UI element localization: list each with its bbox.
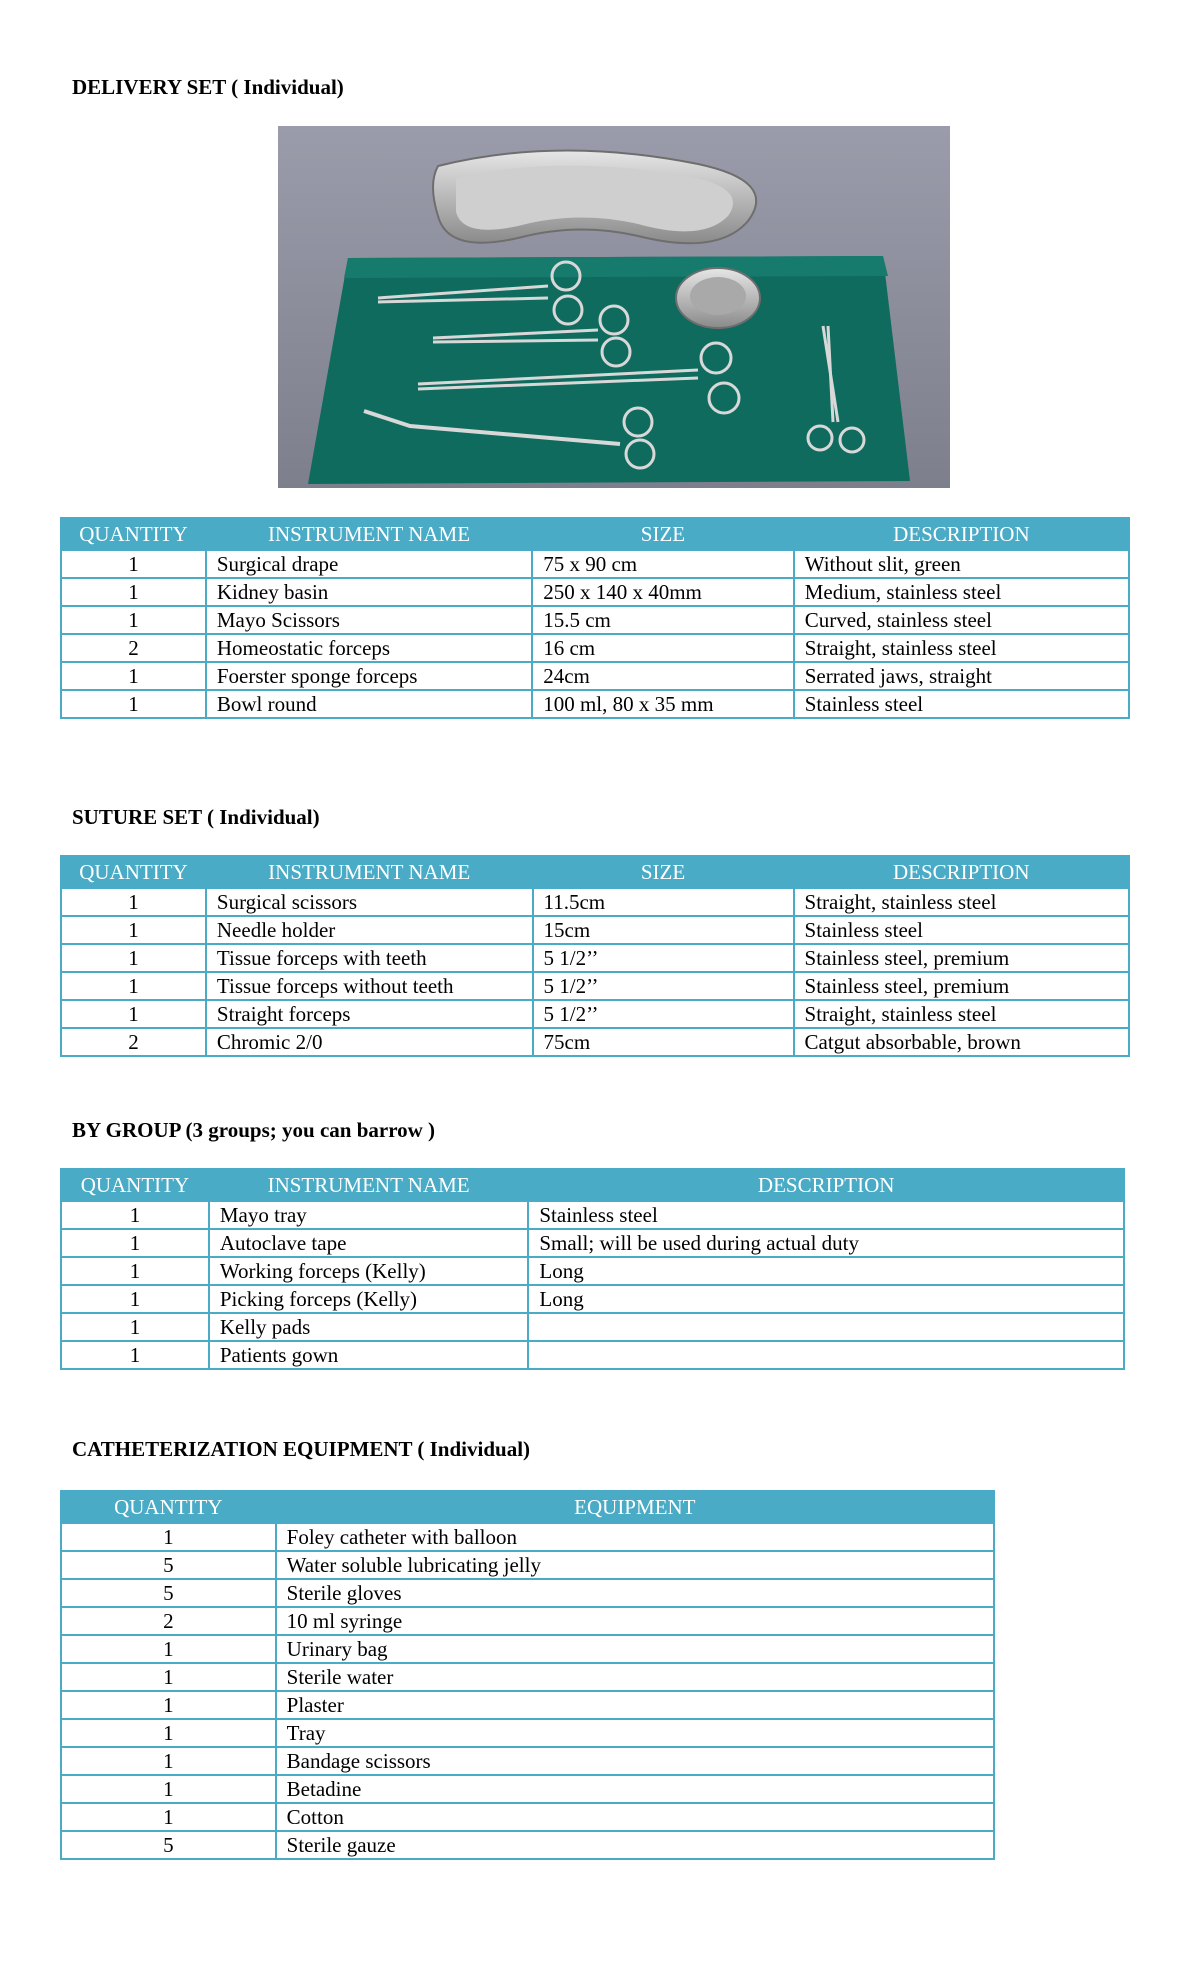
table-row xyxy=(61,972,1129,1000)
description-cell: Small; will be used during actual duty xyxy=(528,1229,1124,1257)
quantity-cell: 1 xyxy=(61,916,206,944)
quantity-cell: 1 xyxy=(61,1747,276,1775)
table-row xyxy=(61,1635,994,1663)
quantity-cell: 1 xyxy=(61,1719,276,1747)
table-row xyxy=(61,1607,994,1635)
description-cell: Straight, stainless steel xyxy=(794,634,1129,662)
delivery-set-photo xyxy=(278,126,950,488)
delivery-set-heading: DELIVERY SET ( Individual) xyxy=(72,75,344,99)
table-row xyxy=(61,634,1129,662)
table-row xyxy=(61,1663,994,1691)
column-header: SIZE xyxy=(532,518,794,550)
column-header: DESCRIPTION xyxy=(794,518,1129,550)
table-row xyxy=(61,1028,1129,1056)
instrument-name-cell: Tissue forceps with teeth xyxy=(206,944,533,972)
description-cell: Curved, stainless steel xyxy=(794,606,1129,634)
instrument-name-cell: Needle holder xyxy=(206,916,533,944)
column-header: INSTRUMENT NAME xyxy=(206,856,533,888)
quantity-cell: 1 xyxy=(61,1285,209,1313)
equipment-cell: Sterile gloves xyxy=(276,1579,994,1607)
instrument-name-cell: Autoclave tape xyxy=(209,1229,529,1257)
quantity-cell: 1 xyxy=(61,972,206,1000)
column-header: SIZE xyxy=(533,856,794,888)
column-header: QUANTITY xyxy=(61,518,206,550)
table-row xyxy=(61,1201,1124,1229)
quantity-cell: 1 xyxy=(61,550,206,578)
equipment-cell: Water soluble lubricating jelly xyxy=(276,1551,994,1579)
table-row xyxy=(61,1831,994,1859)
by-group-table xyxy=(60,1168,1125,1370)
table-row xyxy=(61,1551,994,1579)
instrument-name-cell: Chromic 2/0 xyxy=(206,1028,533,1056)
table-row xyxy=(61,888,1129,916)
column-header: DESCRIPTION xyxy=(794,856,1129,888)
suture-set-heading: SUTURE SET ( Individual) xyxy=(72,805,320,829)
by-group-heading: BY GROUP (3 groups; you can barrow ) xyxy=(72,1118,436,1142)
instrument-name-cell: Mayo tray xyxy=(209,1201,529,1229)
quantity-cell: 1 xyxy=(61,1635,276,1663)
instrument-name-cell: Kelly pads xyxy=(209,1313,529,1341)
equipment-cell: Cotton xyxy=(276,1803,994,1831)
quantity-cell: 2 xyxy=(61,1607,276,1635)
table-row xyxy=(61,1313,1124,1341)
instrument-name-cell: Bowl round xyxy=(206,690,532,718)
quantity-cell: 1 xyxy=(61,1257,209,1285)
size-cell: 5 1/2’’ xyxy=(533,1000,794,1028)
equipment-cell: Urinary bag xyxy=(276,1635,994,1663)
column-header: INSTRUMENT NAME xyxy=(206,518,532,550)
description-cell: Catgut absorbable, brown xyxy=(794,1028,1129,1056)
quantity-cell: 1 xyxy=(61,1523,276,1551)
description-cell: Stainless steel xyxy=(794,690,1129,718)
instrument-name-cell: Straight forceps xyxy=(206,1000,533,1028)
quantity-cell: 1 xyxy=(61,1341,209,1369)
quantity-cell: 1 xyxy=(61,1691,276,1719)
table-header xyxy=(61,856,1129,888)
description-cell: Stainless steel xyxy=(528,1201,1124,1229)
description-cell: Stainless steel, premium xyxy=(794,972,1129,1000)
table-row xyxy=(61,1719,994,1747)
column-header: EQUIPMENT xyxy=(276,1491,994,1523)
size-cell: 250 x 140 x 40mm xyxy=(532,578,794,606)
size-cell: 75cm xyxy=(533,1028,794,1056)
description-cell: Stainless steel, premium xyxy=(794,944,1129,972)
size-cell: 24cm xyxy=(532,662,794,690)
description-cell: Medium, stainless steel xyxy=(794,578,1129,606)
quantity-cell: 1 xyxy=(61,1201,209,1229)
table-row xyxy=(61,944,1129,972)
table-header xyxy=(61,1491,994,1523)
table-row xyxy=(61,1257,1124,1285)
size-cell: 5 1/2’’ xyxy=(533,972,794,1000)
instrument-name-cell: Kidney basin xyxy=(206,578,532,606)
quantity-cell: 1 xyxy=(61,1663,276,1691)
table-row xyxy=(61,662,1129,690)
suture-set-table xyxy=(60,855,1130,1057)
quantity-cell: 2 xyxy=(61,1028,206,1056)
table-row xyxy=(61,1341,1124,1369)
equipment-cell: Betadine xyxy=(276,1775,994,1803)
instrument-name-cell: Surgical scissors xyxy=(206,888,533,916)
table-row xyxy=(61,550,1129,578)
quantity-cell: 1 xyxy=(61,1313,209,1341)
quantity-cell: 1 xyxy=(61,578,206,606)
equipment-cell: Foley catheter with balloon xyxy=(276,1523,994,1551)
description-cell: Without slit, green xyxy=(794,550,1129,578)
equipment-cell: Tray xyxy=(276,1719,994,1747)
instrument-name-cell: Picking forceps (Kelly) xyxy=(209,1285,529,1313)
equipment-cell: Bandage scissors xyxy=(276,1747,994,1775)
table-header xyxy=(61,1169,1124,1201)
table-row xyxy=(61,1747,994,1775)
equipment-cell: Plaster xyxy=(276,1691,994,1719)
size-cell: 100 ml, 80 x 35 mm xyxy=(532,690,794,718)
quantity-cell: 1 xyxy=(61,1229,209,1257)
table-row xyxy=(61,1000,1129,1028)
round-bowl-icon xyxy=(676,268,760,328)
equipment-cell: Sterile water xyxy=(276,1663,994,1691)
size-cell: 5 1/2’’ xyxy=(533,944,794,972)
description-cell: Long xyxy=(528,1285,1124,1313)
quantity-cell: 5 xyxy=(61,1551,276,1579)
description-cell: Long xyxy=(528,1257,1124,1285)
description-cell xyxy=(528,1313,1124,1341)
table-row xyxy=(61,1523,994,1551)
table-row xyxy=(61,916,1129,944)
description-cell: Straight, stainless steel xyxy=(794,888,1129,916)
catheterization-table xyxy=(60,1490,995,1860)
description-cell: Stainless steel xyxy=(794,916,1129,944)
column-header: INSTRUMENT NAME xyxy=(209,1169,529,1201)
instrument-name-cell: Patients gown xyxy=(209,1341,529,1369)
quantity-cell: 1 xyxy=(61,1803,276,1831)
instrument-name-cell: Foerster sponge forceps xyxy=(206,662,532,690)
size-cell: 75 x 90 cm xyxy=(532,550,794,578)
instrument-name-cell: Working forceps (Kelly) xyxy=(209,1257,529,1285)
size-cell: 11.5cm xyxy=(533,888,794,916)
instrument-name-cell: Surgical drape xyxy=(206,550,532,578)
table-row xyxy=(61,1775,994,1803)
instrument-name-cell: Homeostatic forceps xyxy=(206,634,532,662)
description-cell xyxy=(528,1341,1124,1369)
instrument-name-cell: Mayo Scissors xyxy=(206,606,532,634)
table-row xyxy=(61,1691,994,1719)
column-header: QUANTITY xyxy=(61,1169,209,1201)
delivery-set-table xyxy=(60,517,1130,719)
quantity-cell: 1 xyxy=(61,690,206,718)
size-cell: 15.5 cm xyxy=(532,606,794,634)
quantity-cell: 1 xyxy=(61,1775,276,1803)
description-cell: Serrated jaws, straight xyxy=(794,662,1129,690)
instrument-photo-illustration xyxy=(278,126,950,488)
table-row xyxy=(61,1803,994,1831)
quantity-cell: 1 xyxy=(61,662,206,690)
table-row xyxy=(61,1229,1124,1257)
size-cell: 16 cm xyxy=(532,634,794,662)
quantity-cell: 5 xyxy=(61,1831,276,1859)
table-row xyxy=(61,1579,994,1607)
quantity-cell: 2 xyxy=(61,634,206,662)
table-header xyxy=(61,518,1129,550)
column-header: DESCRIPTION xyxy=(528,1169,1124,1201)
quantity-cell: 1 xyxy=(61,606,206,634)
size-cell: 15cm xyxy=(533,916,794,944)
table-row xyxy=(61,690,1129,718)
equipment-cell: Sterile gauze xyxy=(276,1831,994,1859)
instrument-name-cell: Tissue forceps without teeth xyxy=(206,972,533,1000)
table-row xyxy=(61,1285,1124,1313)
catheterization-heading: CATHETERIZATION EQUIPMENT ( Individual) xyxy=(72,1437,531,1461)
column-header: QUANTITY xyxy=(61,856,206,888)
column-header: QUANTITY xyxy=(61,1491,276,1523)
quantity-cell: 1 xyxy=(61,944,206,972)
quantity-cell: 1 xyxy=(61,888,206,916)
description-cell: Straight, stainless steel xyxy=(794,1000,1129,1028)
table-row xyxy=(61,578,1129,606)
quantity-cell: 1 xyxy=(61,1000,206,1028)
quantity-cell: 5 xyxy=(61,1579,276,1607)
table-row xyxy=(61,606,1129,634)
equipment-cell: 10 ml syringe xyxy=(276,1607,994,1635)
